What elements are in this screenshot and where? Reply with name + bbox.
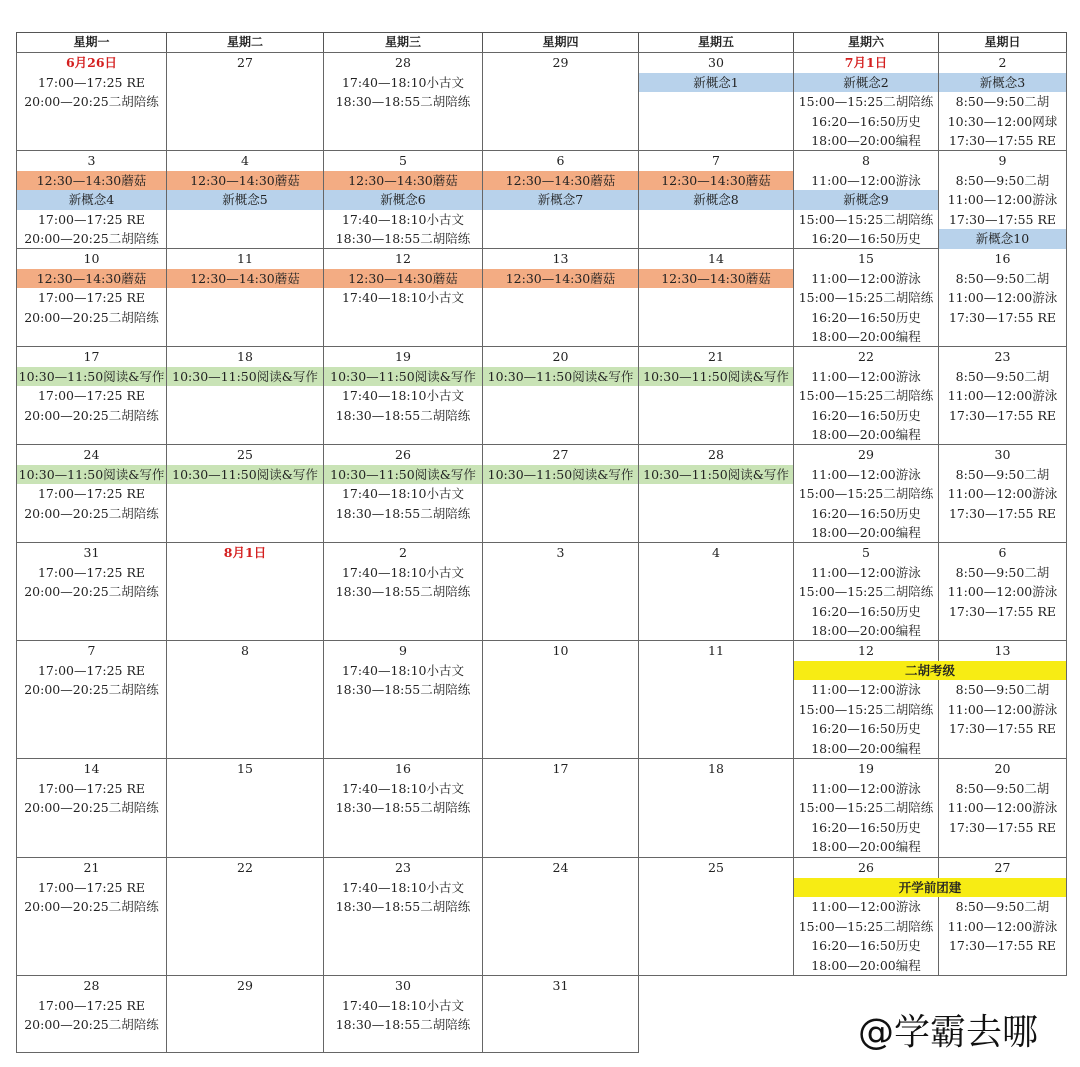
day-cell [938, 542, 1067, 641]
day-date: 8 [241, 643, 249, 658]
day-cell [323, 248, 483, 347]
highlight-bar: 10:30—11:50阅读&写作 [483, 465, 638, 485]
schedule-entry: 15:00—15:25二胡陪练 [798, 211, 934, 227]
schedule-entry: 18:00—20:00编程 [811, 133, 921, 149]
highlight-bar: 12:30—14:30蘑菇 [167, 269, 323, 289]
schedule-entry: 11:00—12:00游泳 [811, 899, 921, 915]
day-date: 4 [241, 153, 249, 168]
day-date: 11 [237, 251, 253, 266]
day-cell [323, 857, 483, 976]
schedule-entry: 16:20—16:50历史 [811, 819, 921, 835]
schedule-entry: 18:00—20:00编程 [811, 623, 921, 639]
schedule-entry: 15:00—15:25二胡陪练 [798, 584, 934, 600]
day-date: 20 [994, 761, 1011, 776]
day-cell [938, 444, 1067, 543]
day-date: 22 [858, 349, 874, 364]
day-date: 13 [994, 643, 1011, 658]
schedule-entry: 11:00—12:00游泳 [811, 368, 921, 384]
day-date: 5 [399, 153, 407, 168]
schedule-entry: 11:00—12:00游泳 [811, 564, 921, 580]
schedule-entry: 17:40—18:10小古文 [341, 388, 465, 404]
day-cell [482, 346, 639, 445]
day-cell [638, 346, 794, 445]
schedule-entry: 18:00—20:00编程 [811, 740, 921, 756]
day-date: 30 [395, 978, 411, 993]
day-cell [482, 248, 639, 347]
schedule-entry: 17:00—17:25 RE [37, 780, 146, 796]
schedule-entry: 16:20—16:50历史 [811, 505, 921, 521]
day-cell [793, 857, 939, 976]
day-cell [482, 52, 639, 151]
schedule-entry: 17:40—18:10小古文 [341, 74, 465, 90]
schedule-entry: 8:50—9:50二胡 [955, 564, 1050, 580]
schedule-entry: 20:00—20:25二胡陪练 [24, 584, 159, 600]
highlight-bar: 12:30—14:30蘑菇 [17, 269, 166, 289]
day-cell [166, 758, 324, 858]
schedule-entry: 20:00—20:25二胡陪练 [24, 231, 159, 247]
day-cell [16, 640, 167, 759]
schedule-entry: 17:40—18:10小古文 [341, 290, 465, 306]
day-date: 6 [998, 545, 1007, 560]
day-date: 25 [708, 860, 724, 875]
highlight-bar: 10:30—11:50阅读&写作 [167, 367, 323, 387]
day-date: 6 [556, 153, 565, 168]
day-date: 12 [858, 643, 874, 658]
day-date: 18 [708, 761, 724, 776]
day-date: 3 [556, 545, 565, 560]
day-cell [323, 542, 483, 641]
highlight-bar: 新概念6 [324, 190, 482, 210]
day-cell [166, 346, 324, 445]
day-date: 19 [395, 349, 411, 364]
schedule-entry: 20:00—20:25二胡陪练 [24, 505, 159, 521]
schedule-entry: 18:30—18:55二胡陪练 [335, 800, 471, 816]
day-date: 8月1日 [223, 545, 267, 560]
schedule-entry: 18:30—18:55二胡陪练 [335, 899, 471, 915]
day-date: 9 [399, 643, 407, 658]
day-cell [323, 346, 483, 445]
highlight-bar: 10:30—11:50阅读&写作 [483, 367, 638, 387]
day-cell [482, 975, 639, 1053]
day-date: 21 [83, 860, 100, 875]
day-cell [482, 758, 639, 858]
schedule-entry: 17:30—17:55 RE [948, 505, 1057, 521]
day-date: 30 [708, 55, 724, 70]
day-cell [938, 857, 1067, 976]
schedule-entry: 17:40—18:10小古文 [341, 211, 465, 227]
day-date: 14 [83, 761, 100, 776]
day-date: 13 [552, 251, 569, 266]
day-date: 11 [708, 643, 724, 658]
day-date: 7 [87, 643, 96, 658]
day-cell [16, 857, 167, 976]
day-cell [323, 444, 483, 543]
day-date: 2 [399, 545, 407, 560]
highlight-bar: 10:30—11:50阅读&写作 [639, 465, 793, 485]
day-cell [638, 857, 794, 976]
day-date: 12 [395, 251, 411, 266]
day-cell [482, 857, 639, 976]
day-cell [482, 640, 639, 759]
day-cell [16, 975, 167, 1053]
schedule-entry: 18:00—20:00编程 [811, 329, 921, 345]
day-cell [323, 52, 483, 151]
schedule-entry: 11:00—12:00游泳 [811, 172, 921, 188]
schedule-entry: 8:50—9:50二胡 [955, 466, 1050, 482]
schedule-entry: 11:00—12:00游泳 [811, 682, 921, 698]
day-cell [323, 758, 483, 858]
schedule-entry: 17:00—17:25 RE [37, 879, 146, 895]
day-cell [166, 444, 324, 543]
day-cell [166, 248, 324, 347]
highlight-bar: 新概念8 [639, 190, 793, 210]
highlight-bar: 10:30—11:50阅读&写作 [167, 465, 323, 485]
day-cell [938, 52, 1067, 151]
day-cell [166, 52, 324, 151]
day-cell [793, 758, 939, 858]
schedule-entry: 18:00—20:00编程 [811, 427, 921, 443]
schedule-entry: 17:40—18:10小古文 [341, 780, 465, 796]
day-date: 26 [395, 447, 411, 462]
schedule-entry: 16:20—16:50历史 [811, 309, 921, 325]
day-cell [638, 444, 794, 543]
schedule-entry: 17:30—17:55 RE [948, 133, 1057, 149]
schedule-entry: 15:00—15:25二胡陪练 [798, 918, 934, 934]
schedule-entry: 17:00—17:25 RE [37, 564, 146, 580]
schedule-entry: 20:00—20:25二胡陪练 [24, 94, 159, 110]
schedule-entry: 17:40—18:10小古文 [341, 879, 465, 895]
day-date: 27 [994, 860, 1011, 875]
day-cell [16, 52, 167, 151]
day-date: 17 [552, 761, 569, 776]
highlight-bar: 12:30—14:30蘑菇 [324, 269, 482, 289]
day-cell [638, 640, 794, 759]
schedule-entry: 18:30—18:55二胡陪练 [335, 1017, 471, 1033]
day-cell [323, 640, 483, 759]
day-date: 10 [83, 251, 100, 266]
highlight-bar: 10:30—11:50阅读&写作 [17, 367, 166, 387]
day-date: 31 [83, 545, 100, 560]
day-cell [638, 542, 794, 641]
highlight-bar: 12:30—14:30蘑菇 [639, 171, 793, 191]
highlight-bar: 新概念4 [17, 190, 166, 210]
schedule-entry: 16:20—16:50历史 [811, 603, 921, 619]
highlight-bar: 10:30—11:50阅读&写作 [639, 367, 793, 387]
weekday-header: 星期五 [638, 32, 794, 53]
schedule-entry: 11:00—12:00游泳 [811, 780, 921, 796]
schedule-entry: 18:00—20:00编程 [811, 839, 921, 855]
highlight-bar: 12:30—14:30蘑菇 [483, 269, 638, 289]
schedule-entry: 15:00—15:25二胡陪练 [798, 701, 934, 717]
schedule-entry: 11:00—12:00游泳 [947, 800, 1058, 816]
schedule-entry: 17:40—18:10小古文 [341, 662, 465, 678]
day-cell [793, 640, 939, 759]
day-date: 28 [708, 447, 724, 462]
schedule-entry: 20:00—20:25二胡陪练 [24, 1017, 159, 1033]
day-date: 31 [552, 978, 569, 993]
schedule-entry: 20:00—20:25二胡陪练 [24, 309, 159, 325]
schedule-entry: 11:00—12:00游泳 [947, 290, 1058, 306]
schedule-entry: 18:30—18:55二胡陪练 [335, 94, 471, 110]
day-date: 16 [395, 761, 411, 776]
schedule-entry: 11:00—12:00游泳 [947, 192, 1058, 208]
schedule-entry: 15:00—15:25二胡陪练 [798, 94, 934, 110]
schedule-entry: 15:00—15:25二胡陪练 [798, 388, 934, 404]
schedule-entry: 11:00—12:00游泳 [947, 584, 1058, 600]
schedule-entry: 17:30—17:55 RE [948, 603, 1057, 619]
day-cell [938, 758, 1067, 858]
watermark: @学霸去哪 [858, 1012, 1039, 1053]
day-date: 10 [552, 643, 569, 658]
schedule-entry: 16:20—16:50历史 [811, 407, 921, 423]
day-cell [166, 857, 324, 976]
day-date: 4 [712, 545, 720, 560]
schedule-entry: 20:00—20:25二胡陪练 [24, 800, 159, 816]
day-cell [793, 248, 939, 347]
schedule-entry: 8:50—9:50二胡 [955, 172, 1050, 188]
day-date: 23 [395, 860, 411, 875]
schedule-entry: 17:30—17:55 RE [948, 309, 1057, 325]
schedule-entry: 17:00—17:25 RE [37, 662, 146, 678]
highlight-bar: 新概念3 [939, 73, 1066, 93]
day-cell [793, 52, 939, 151]
schedule-entry: 17:30—17:55 RE [948, 938, 1057, 954]
day-cell [166, 542, 324, 641]
schedule-entry: 11:00—12:00游泳 [811, 270, 921, 286]
schedule-entry: 11:00—12:00游泳 [947, 918, 1058, 934]
schedule-entry: 8:50—9:50二胡 [955, 94, 1050, 110]
day-date: 29 [237, 978, 253, 993]
weekday-header: 星期日 [938, 32, 1067, 53]
schedule-entry: 17:30—17:55 RE [948, 721, 1057, 737]
schedule-entry: 17:40—18:10小古文 [341, 564, 465, 580]
day-date: 19 [858, 761, 874, 776]
highlight-bar: 10:30—11:50阅读&写作 [324, 465, 482, 485]
day-date: 29 [858, 447, 874, 462]
schedule-entry: 11:00—12:00游泳 [947, 701, 1058, 717]
schedule-entry: 8:50—9:50二胡 [955, 270, 1050, 286]
schedule-entry: 20:00—20:25二胡陪练 [24, 407, 159, 423]
schedule-entry: 18:30—18:55二胡陪练 [335, 231, 471, 247]
schedule-entry: 15:00—15:25二胡陪练 [798, 486, 934, 502]
highlight-bar: 12:30—14:30蘑菇 [639, 269, 793, 289]
weekday-header: 星期二 [166, 32, 324, 53]
schedule-entry: 17:40—18:10小古文 [341, 997, 465, 1013]
day-date: 18 [237, 349, 253, 364]
day-date: 22 [237, 860, 253, 875]
highlight-bar: 12:30—14:30蘑菇 [483, 171, 638, 191]
schedule-entry: 18:00—20:00编程 [811, 525, 921, 541]
day-cell [793, 346, 939, 445]
schedule-entry: 8:50—9:50二胡 [955, 899, 1050, 915]
day-date: 28 [395, 55, 411, 70]
schedule-entry: 17:00—17:25 RE [37, 486, 146, 502]
day-date: 27 [552, 447, 569, 462]
day-date: 2 [998, 55, 1007, 70]
day-cell [638, 52, 794, 151]
schedule-entry: 18:00—20:00编程 [811, 957, 921, 973]
schedule-entry: 16:20—16:50历史 [811, 113, 921, 129]
day-date: 17 [83, 349, 100, 364]
day-date: 24 [552, 860, 569, 875]
day-date: 23 [994, 349, 1011, 364]
day-date: 3 [87, 153, 96, 168]
schedule-entry: 17:00—17:25 RE [37, 388, 146, 404]
day-cell [166, 640, 324, 759]
schedule-entry: 10:30—12:00网球 [947, 113, 1058, 129]
weekday-header: 星期四 [482, 32, 639, 53]
day-cell [482, 444, 639, 543]
day-cell [938, 346, 1067, 445]
highlight-bar: 12:30—14:30蘑菇 [167, 171, 323, 191]
highlight-bar: 新概念1 [639, 73, 793, 93]
day-date: 6月26日 [65, 55, 118, 70]
schedule-entry: 11:00—12:00游泳 [811, 466, 921, 482]
schedule-entry: 8:50—9:50二胡 [955, 368, 1050, 384]
schedule-entry: 11:00—12:00游泳 [947, 486, 1058, 502]
day-date: 8 [862, 153, 870, 168]
day-cell [482, 542, 639, 641]
day-cell [638, 248, 794, 347]
day-cell [16, 758, 167, 858]
schedule-entry: 8:50—9:50二胡 [955, 780, 1050, 796]
day-date: 24 [83, 447, 100, 462]
schedule-entry: 17:00—17:25 RE [37, 997, 146, 1013]
schedule-entry: 8:50—9:50二胡 [955, 682, 1050, 698]
schedule-entry: 18:30—18:55二胡陪练 [335, 505, 471, 521]
schedule-entry: 20:00—20:25二胡陪练 [24, 682, 159, 698]
day-cell [323, 975, 483, 1053]
weekday-header: 星期一 [16, 32, 167, 53]
highlight-bar: 新概念5 [167, 190, 323, 210]
schedule-entry: 16:20—16:50历史 [811, 938, 921, 954]
highlight-bar: 10:30—11:50阅读&写作 [324, 367, 482, 387]
highlight-bar: 新概念10 [939, 229, 1066, 249]
day-cell [793, 444, 939, 543]
day-date: 27 [237, 55, 253, 70]
highlight-bar: 开学前团建 [794, 878, 1066, 898]
day-cell [16, 346, 167, 445]
day-date: 7月1日 [844, 55, 888, 70]
day-cell [16, 542, 167, 641]
day-cell [166, 975, 324, 1053]
schedule-entry: 15:00—15:25二胡陪练 [798, 290, 934, 306]
schedule-entry: 17:00—17:25 RE [37, 290, 146, 306]
day-cell [16, 248, 167, 347]
day-cell [793, 542, 939, 641]
schedule-entry: 20:00—20:25二胡陪练 [24, 899, 159, 915]
day-date: 30 [994, 447, 1011, 462]
schedule-entry: 17:40—18:10小古文 [341, 486, 465, 502]
schedule-entry: 18:30—18:55二胡陪练 [335, 407, 471, 423]
weekday-header: 星期三 [323, 32, 483, 53]
schedule-entry: 11:00—12:00游泳 [947, 388, 1058, 404]
day-date: 25 [237, 447, 253, 462]
highlight-bar: 新概念2 [794, 73, 938, 93]
schedule-entry: 18:30—18:55二胡陪练 [335, 584, 471, 600]
weekday-header: 星期六 [793, 32, 939, 53]
highlight-bar: 新概念7 [483, 190, 638, 210]
highlight-bar: 10:30—11:50阅读&写作 [17, 465, 166, 485]
schedule-entry: 17:00—17:25 RE [37, 211, 146, 227]
schedule-entry: 16:20—16:50历史 [811, 721, 921, 737]
day-date: 7 [712, 153, 720, 168]
schedule-entry: 15:00—15:25二胡陪练 [798, 800, 934, 816]
day-date: 28 [83, 978, 100, 993]
day-date: 20 [552, 349, 569, 364]
schedule-entry: 17:00—17:25 RE [37, 74, 146, 90]
schedule-entry: 17:30—17:55 RE [948, 407, 1057, 423]
day-cell [638, 758, 794, 858]
day-date: 9 [998, 153, 1007, 168]
day-date: 15 [858, 251, 874, 266]
day-date: 21 [708, 349, 724, 364]
day-date: 14 [708, 251, 724, 266]
day-date: 16 [994, 251, 1011, 266]
highlight-bar: 二胡考级 [794, 661, 1066, 681]
day-date: 26 [858, 860, 874, 875]
day-date: 29 [552, 55, 569, 70]
highlight-bar: 12:30—14:30蘑菇 [17, 171, 166, 191]
schedule-entry: 17:30—17:55 RE [948, 819, 1057, 835]
day-cell [16, 444, 167, 543]
day-cell [938, 640, 1067, 759]
schedule-entry: 18:30—18:55二胡陪练 [335, 682, 471, 698]
schedule-entry: 16:20—16:50历史 [811, 231, 921, 247]
highlight-bar: 新概念9 [794, 190, 938, 210]
day-cell [938, 248, 1067, 347]
day-date: 15 [237, 761, 253, 776]
highlight-bar: 12:30—14:30蘑菇 [324, 171, 482, 191]
schedule-entry: 17:30—17:55 RE [948, 211, 1057, 227]
day-date: 5 [862, 545, 870, 560]
